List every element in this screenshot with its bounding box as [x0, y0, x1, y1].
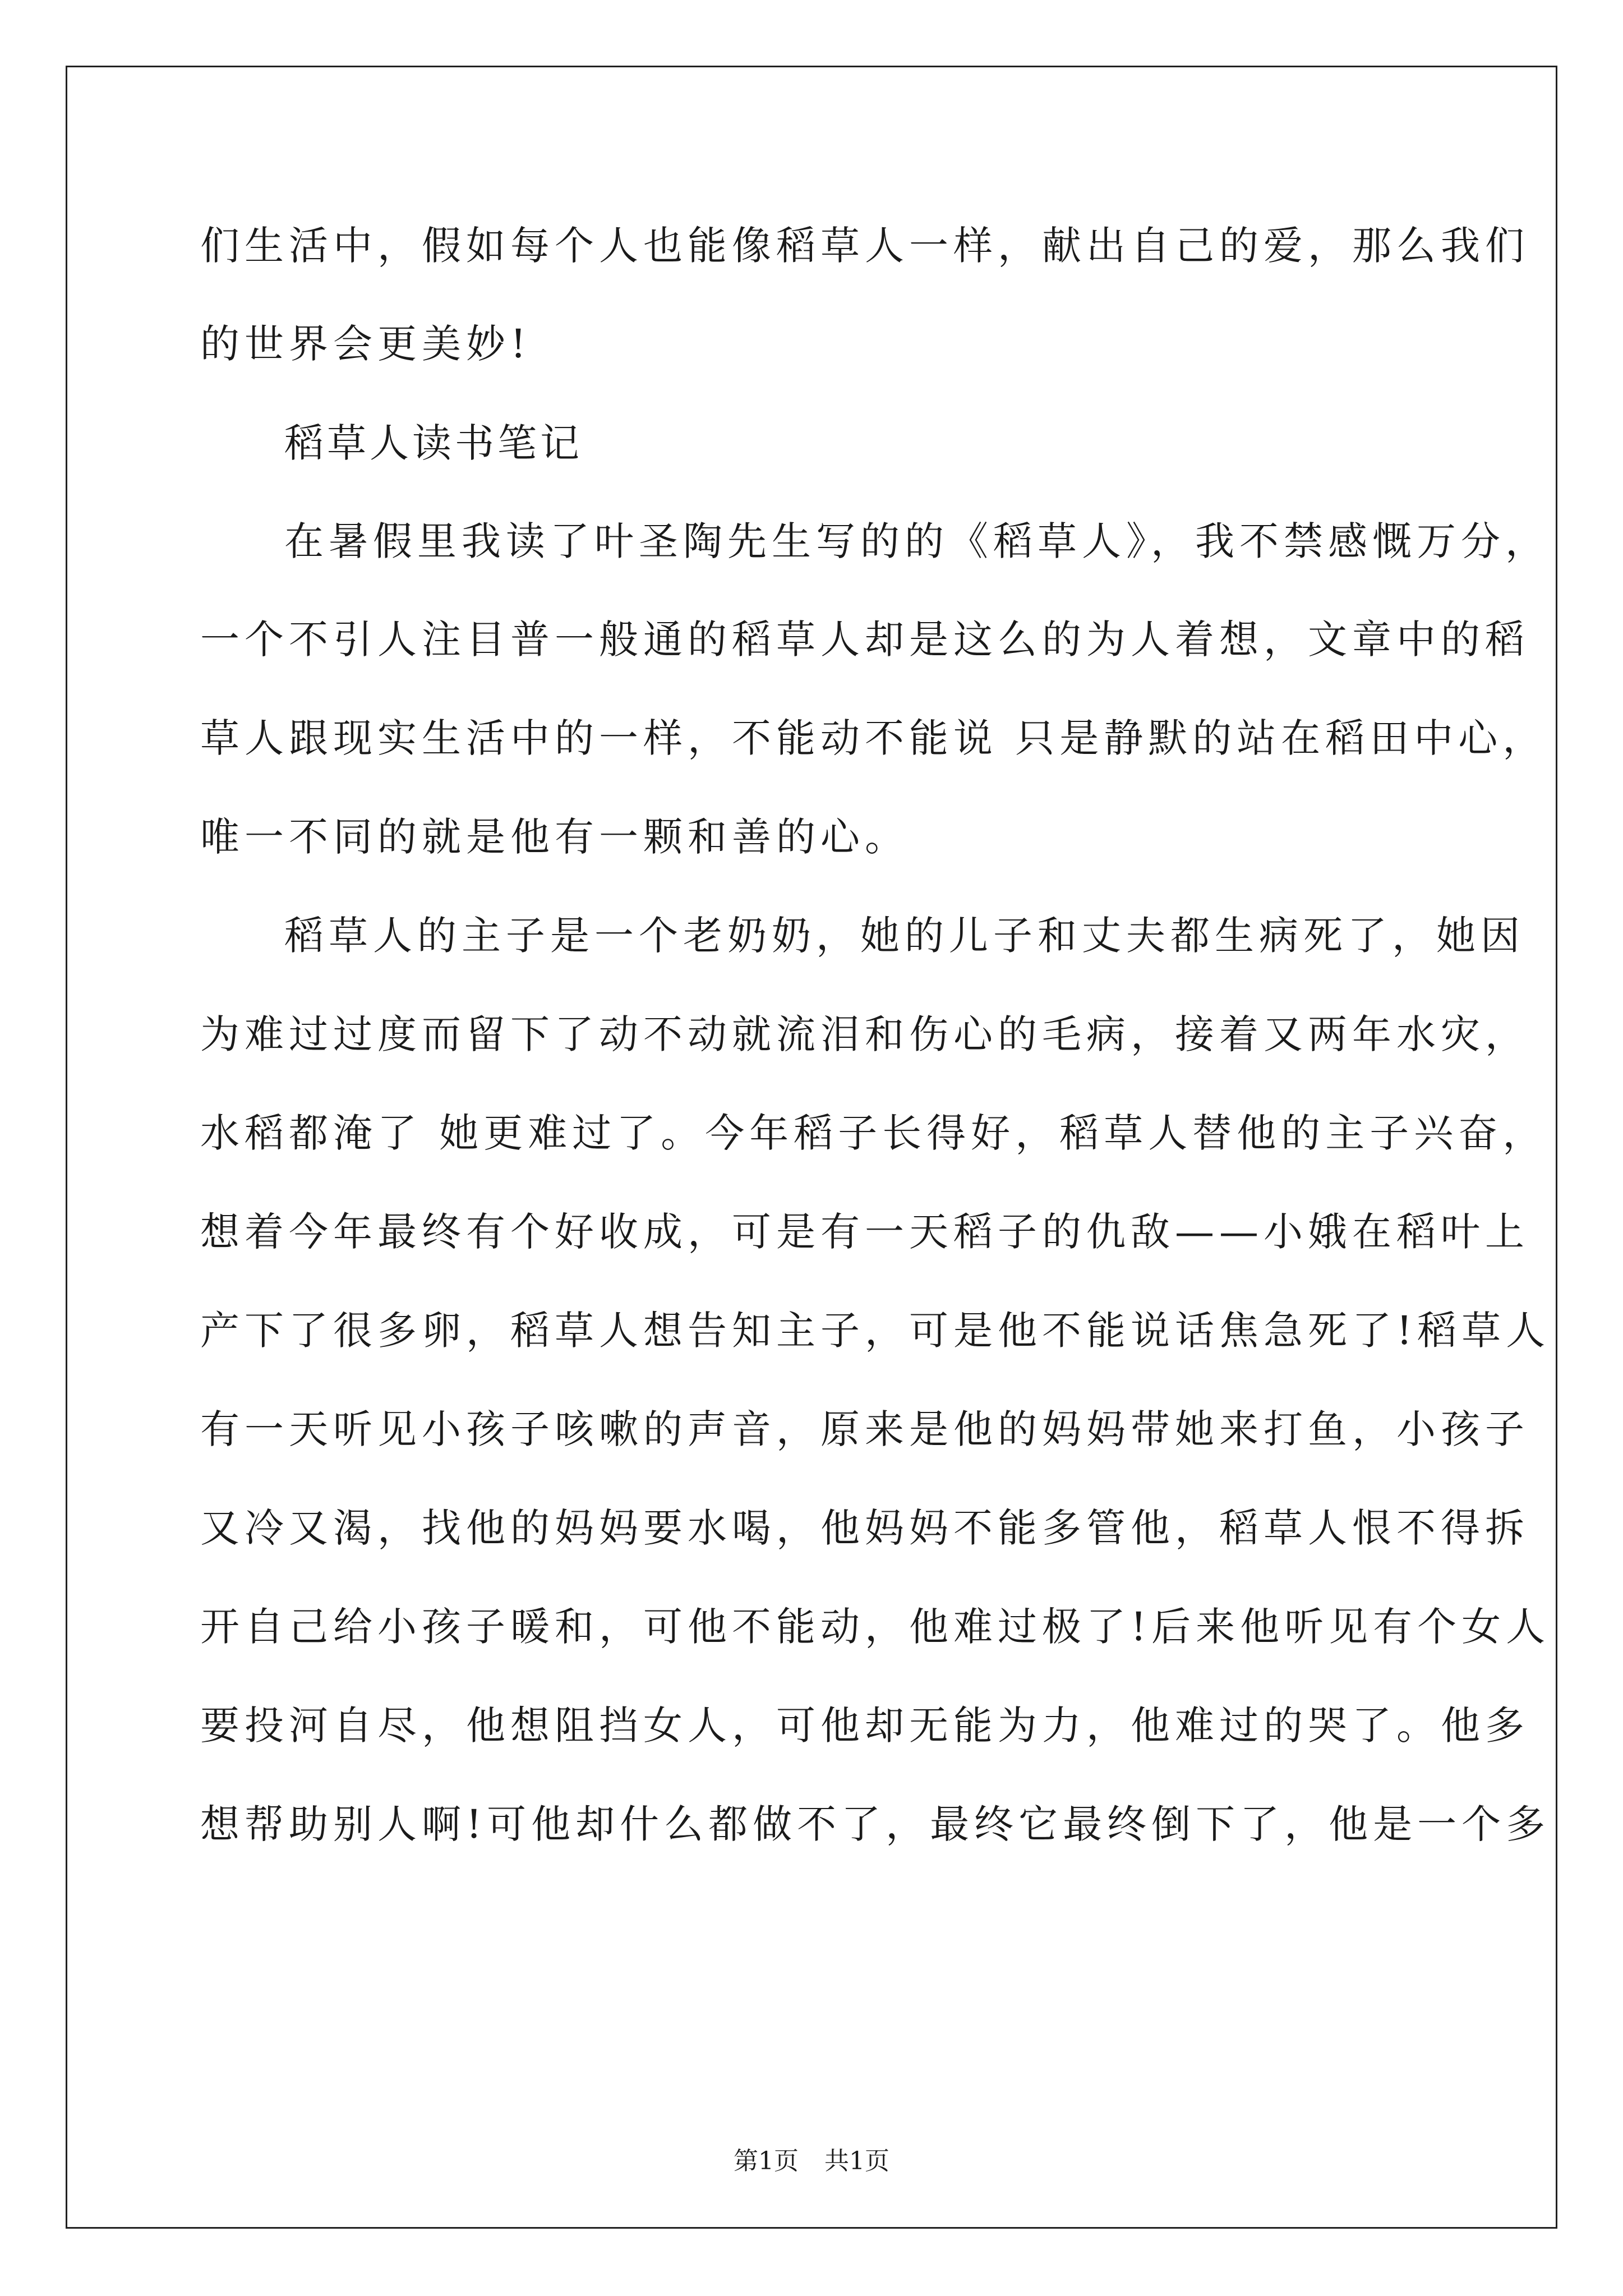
body-line-1: 们生活中，假如每个人也能像稻草人一样，献出自己的爱，那么我们 — [200, 223, 1529, 269]
page-number: 第1页 — [734, 2147, 799, 2175]
page-total: 共1页 — [824, 2147, 889, 2175]
section-heading: 稻草人读书笔记 — [284, 420, 583, 466]
page-footer — [0, 2141, 1623, 2177]
paragraph-2-line-10: 想帮助别人啊!可他却什么都做不了，最终它最终倒下了，他是一个多 — [200, 1801, 1551, 1847]
paragraph-1-line-2: 一个不引人注目普一般通的稻草人却是这么的为人着想，文章中的稻 — [200, 616, 1529, 662]
paragraph-2-line-2: 为难过过度而留下了动不动就流泪和伤心的毛病，接着又两年水灾， — [200, 1011, 1529, 1057]
paragraph-2-line-6: 有一天听见小孩子咳嗽的声音，原来是他的妈妈带她来打鱼，小孩子 — [200, 1406, 1529, 1452]
paragraph-1-line-4: 唯一不同的就是他有一颗和善的心。 — [200, 814, 909, 860]
paragraph-2-line-8: 开自己给小孩子暖和，可他不能动，他难过极了!后来他听见有个女人 — [200, 1604, 1551, 1650]
paragraph-1-line-3: 草人跟现实生活中的一样，不能动不能说 只是静默的站在稻田中心， — [200, 715, 1547, 761]
paragraph-2-line-4: 想着今年最终有个好收成，可是有一天稻子的仇敌——小娥在稻叶上 — [200, 1209, 1529, 1255]
paragraph-2-line-5: 产下了很多卵，稻草人想告知主子，可是他不能说话焦急死了!稻草人 — [200, 1308, 1551, 1354]
paragraph-2-line-7: 又冷又渴，找他的妈妈要水喝，他妈妈不能多管他，稻草人恨不得拆 — [200, 1505, 1529, 1551]
paragraph-2-line-3: 水稻都淹了 她更难过了。今年稻子长得好，稻草人替他的主子兴奋， — [200, 1110, 1547, 1156]
paragraph-1-line-1: 在暑假里我读了叶圣陶先生写的的《稻草人》，我不禁感慨万分， — [284, 518, 1550, 564]
paragraph-2-line-9: 要投河自尽，他想阻挡女人，可他却无能为力，他难过的哭了。他多 — [200, 1703, 1529, 1749]
body-line-2: 的世界会更美妙! — [200, 321, 532, 367]
paragraph-2-line-1: 稻草人的主子是一个老奶奶，她的儿子和丈夫都生病死了，她因 — [284, 913, 1525, 959]
